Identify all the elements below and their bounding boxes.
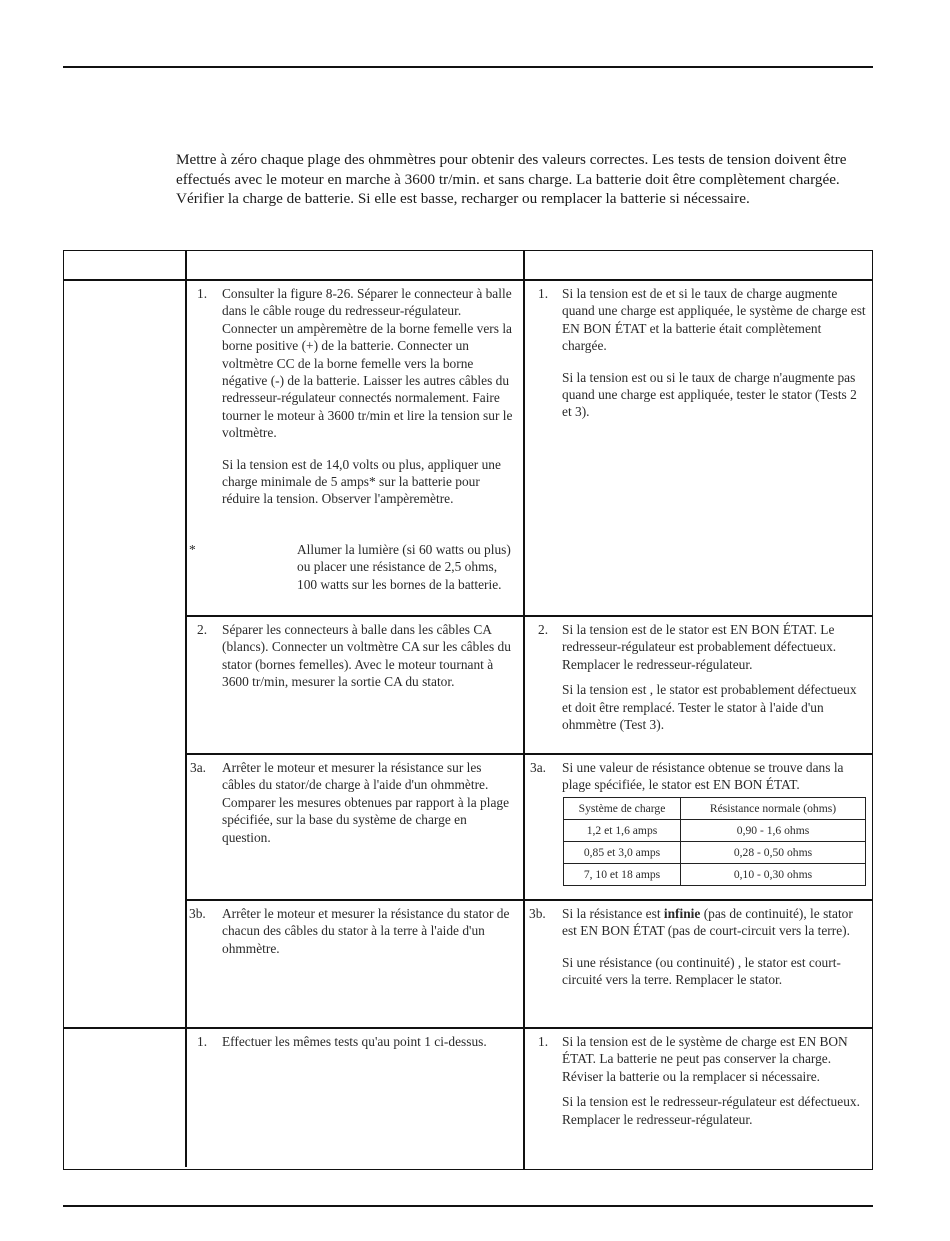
top-rule — [63, 66, 873, 68]
test-number: 1. — [197, 286, 208, 301]
conclusion-text: Si une valeur de résistance obtenue se trouve dans la plage spécifiée, le stator est EN BON ÉTAT. — [562, 760, 844, 793]
table-header-row — [564, 798, 866, 820]
conclusion-text: Si la tension est de le système de charge est EN BON ÉTAT. La batterie ne peut pas conserver la charge. Réviser la batterie ou la remplacer si nécessaire. — [562, 1034, 848, 1084]
footnote-text: Allumer la lumière (si 60 watts ou plus) ou placer une résistance de 2,5 ohms, 100 watts sur les bornes de la batterie. — [297, 542, 511, 592]
conclusion-number: 1. — [538, 1034, 549, 1049]
row-divider-1 — [185, 615, 872, 617]
table-row — [564, 820, 866, 842]
test-text: Si la tension est de 14,0 volts ou plus, appliquer une charge minimale de 5 amps* sur la batterie pour réduire la tension. Observer l'ampèremètre. — [222, 456, 501, 507]
row-divider-3 — [185, 899, 872, 901]
column-divider-2 — [523, 251, 525, 1169]
test-text: Arrêter le moteur et mesurer la résistance sur les câbles du stator/de charge à l'aide d'un ohmmètre. Comparer les mesures obtenues par rapport à la plage spécifiée, sur la base du système de charge en question. — [222, 760, 510, 845]
conclusion-number: 2. — [538, 622, 549, 637]
table-row — [564, 864, 866, 886]
table-header: Système de charge — [564, 798, 681, 820]
conclusion-text-block — [562, 621, 868, 733]
test-text: Consulter la figure 8-26. Séparer le connecteur à balle dans le câble rouge du redresseur-régulateur. Connecter un ampèremètre de la borne femelle vers la borne positive (+) de la batterie. Connecter un voltmètre CC de la borne femelle vers la borne négative (-) de la batterie. Laisser les autres câbles du redresseur-régulateur connectés normalement. Faire tourner le moteur à 3600 tr/min et lire la tension sur le voltmètre. — [222, 286, 513, 441]
conclusion-text: Si une résistance (ou continuité) , le stator est court-circuité vers la terre. Remplacer le stator. — [562, 954, 841, 988]
test-text: Effectuer les mêmes tests qu'au point 1 ci-dessus. — [222, 1034, 487, 1049]
row-divider-2 — [185, 753, 872, 755]
test-number: 1. — [197, 1034, 208, 1049]
conclusion-number: 3a. — [530, 760, 546, 775]
table-cell: 0,10 - 0,30 ohms — [681, 864, 866, 886]
conclusion-text-part: (pas de continuité), le stator est EN BON ÉTAT (pas de court-circuit vers la terre). — [562, 906, 853, 939]
test-text: Arrêter le moteur et mesurer la résistance du stator de chacun des câbles du stator à la terre à l'aide d'un ohmmètre. — [222, 906, 510, 956]
table-cell: 1,2 et 1,6 amps — [564, 820, 681, 842]
table-header: Résistance normale (ohms) — [681, 798, 866, 820]
test-instruction — [222, 285, 518, 508]
table-cell: 0,85 et 3,0 amps — [564, 842, 681, 864]
column-divider-1 — [185, 251, 187, 1167]
conclusion-text-block — [562, 905, 868, 989]
conclusion-text-block — [562, 1033, 872, 1128]
table-cell: 7, 10 et 18 amps — [564, 864, 681, 886]
conclusion-text-block — [562, 285, 866, 421]
conclusion-text — [562, 905, 868, 940]
test-text: Séparer les connecteurs à balle dans les câbles CA (blancs). Connecter un voltmètre CA sur les câbles du stator (bornes femelles). Avec le moteur tournant à 3600 tr/min, mesurer la sortie CA du stator. — [222, 622, 511, 690]
conclusion-text: Si la tension est , le stator est probablement défectueux et doit être remplacé. Tester le stator à l'aide d'un ohmmètre (Test 3). — [562, 682, 857, 733]
table-cell: 0,28 - 0,50 ohms — [681, 842, 866, 864]
conclusion-text: Si la tension est de et si le taux de charge augmente quand une charge est appliquée, le système de charge est EN BON ÉTAT et la batterie était complètement chargée. — [562, 286, 866, 354]
conclusion-text: Si la tension est ou si le taux de charge n'augmente pas quand une charge est appliquée, tester le stator (Tests 2 et 3). — [562, 369, 857, 420]
conclusion-text-part: Si la résistance est — [562, 906, 664, 921]
header-row-divider — [64, 279, 872, 281]
conclusion-number: 1. — [538, 286, 549, 301]
emphasis-text: infinie — [663, 906, 701, 921]
test-number: 3a. — [190, 760, 206, 775]
table-row — [564, 842, 866, 864]
bottom-rule — [63, 1205, 873, 1207]
resistance-table — [563, 797, 866, 886]
test-number: 3b. — [189, 906, 206, 921]
conclusion-text: Si la tension est le redresseur-régulateur est défectueux. Remplacer le redresseur-régulateur. — [562, 1094, 860, 1127]
row-divider-4 — [64, 1027, 872, 1029]
footnote-mark: * — [189, 542, 196, 557]
conclusion-text: Si la tension est de le stator est EN BON ÉTAT. Le redresseur-régulateur est probablement défectueux. Remplacer le redresseur-régulateur. — [562, 622, 837, 672]
conclusion-number: 3b. — [529, 906, 546, 921]
test-number: 2. — [197, 622, 208, 637]
table-cell: 0,90 - 1,6 ohms — [681, 820, 866, 842]
intro-paragraph: Mettre à zéro chaque plage des ohmmètres pour obtenir des valeurs correctes. Les tests de tension doivent être effectués avec le moteur en marche à 3600 tr/min. et sans charge. La batterie doit être complètement chargée. Vérifier la charge de batterie. Si elle est basse, recharger ou remplacer la batterie si nécessaire. — [176, 151, 847, 207]
